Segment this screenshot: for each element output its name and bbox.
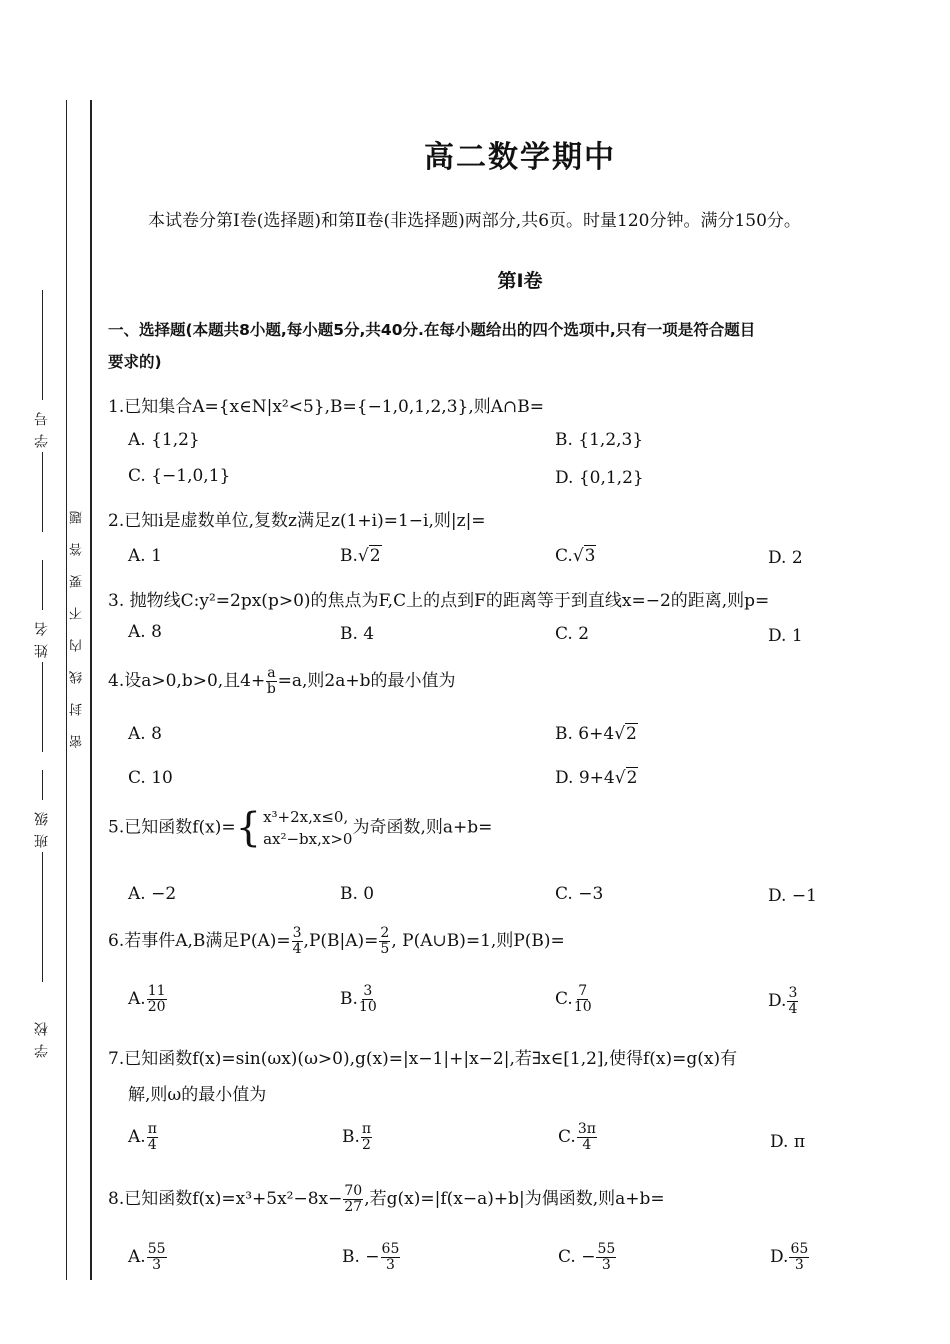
question-4-option-b (555, 724, 638, 744)
denominator: 5 (380, 941, 390, 957)
option-letter: B. (340, 546, 358, 566)
margin-line-outer (66, 100, 67, 1280)
question-6-option-a (128, 984, 168, 1015)
field-name (34, 560, 50, 752)
question-7-option-a (128, 1122, 159, 1153)
stem-text: ,若g(x)=|f(x−a)+b|为偶函数,则a+b= (364, 1189, 665, 1209)
piecewise (236, 806, 353, 850)
option-letter: C. (558, 1127, 576, 1147)
denominator: 4 (147, 1137, 157, 1153)
option-letter: C. − (558, 1247, 596, 1267)
seal-line-notice (70, 492, 86, 748)
denominator: 4 (582, 1137, 592, 1153)
question-7-stem-line2: 解,则ω的最小值为 (128, 1085, 267, 1105)
numerator: 70 (344, 1183, 363, 1199)
numerator: 3 (788, 985, 798, 1001)
fraction (789, 1242, 809, 1273)
sqrt-sign: √3 (572, 546, 596, 566)
fraction (292, 926, 303, 957)
question-1-stem: 1.已知集合A={x∈N|x²<5},B={−1,0,1,2,3},则A∩B= (108, 397, 544, 417)
fraction (574, 984, 592, 1015)
denominator: 3 (601, 1257, 611, 1273)
question-5-option-b: B. 0 (340, 884, 375, 904)
seal-char: 答 (70, 543, 85, 556)
field-student-number-label: 学号 (34, 404, 50, 448)
field-school-label: 学校 (34, 1014, 50, 1058)
seal-char: 要 (70, 575, 85, 588)
question-4-option-d (555, 768, 638, 788)
question-3-stem: 3. 抛物线C:y²=2px(p>0)的焦点为F,C上的点到F的距离等于到直线x=−2的距离,则p= (108, 591, 770, 611)
numerator: 65 (381, 1241, 400, 1257)
question-6-option-b (340, 984, 378, 1015)
question-7-stem-line1: 7.已知函数f(x)=sin(ωx)(ω>0),g(x)=|x−1|+|x−2|,若∃x∈[1,2],使得f(x)=g(x)有 (108, 1049, 738, 1069)
fraction (343, 1184, 363, 1215)
question-2-option-d: D. 2 (768, 548, 803, 568)
denominator: 2 (362, 1137, 371, 1153)
brace-symbol: { (235, 805, 262, 851)
stem-text: 4.设a>0,b>0,且4+ (108, 671, 266, 691)
denominator: 10 (358, 999, 377, 1015)
denominator: b (266, 681, 276, 697)
seal-char: 密 (70, 735, 85, 748)
stem-text: 6.若事件A,B满足P(A)= (108, 931, 291, 951)
field-name-label: 姓名 (34, 614, 50, 658)
option-letter: B. (340, 989, 358, 1009)
question-1-option-d: D. {0,1,2} (555, 468, 644, 488)
question-7-option-b (342, 1122, 373, 1153)
question-1-option-a: A. {1,2} (128, 430, 200, 450)
question-4-option-a: A. 8 (128, 724, 162, 744)
section-heading-line1: 一、选择题(本题共8小题,每小题5分,共40分.在每小题给出的四个选项中,只有一项是符合题目 (108, 321, 756, 339)
option-text: D. 9+4 (555, 768, 615, 788)
stem-text: =a,则2a+b的最小值为 (277, 671, 456, 691)
numerator: 3π (577, 1121, 596, 1137)
seal-char: 内 (70, 639, 85, 652)
question-5-option-a: A. −2 (128, 884, 177, 904)
numerator: 55 (147, 1241, 166, 1257)
seal-char: 封 (70, 703, 85, 716)
sqrt-sign: √2 (614, 724, 637, 744)
question-1-option-b: B. {1,2,3} (555, 430, 644, 450)
fraction (361, 1122, 372, 1153)
field-class (34, 770, 50, 982)
exam-intro: 本试卷分第Ⅰ卷(选择题)和第Ⅱ卷(非选择题)两部分,共6页。时量120分钟。满分150分。 (148, 211, 801, 231)
option-letter: A. (128, 1127, 146, 1147)
question-7-option-c (558, 1122, 598, 1153)
option-letter: B. (342, 1127, 360, 1147)
question-2-option-c (555, 546, 596, 566)
stem-text: , P(A∪B)=1,则P(B)= (391, 931, 565, 951)
question-6-option-c (555, 984, 593, 1015)
numerator: 11 (147, 983, 166, 999)
question-3-option-d: D. 1 (768, 626, 803, 646)
numerator: 3 (363, 983, 373, 999)
numerator: 2 (380, 925, 390, 941)
option-letter: C. (555, 546, 573, 566)
fraction (359, 984, 377, 1015)
question-8-option-d (770, 1242, 810, 1273)
question-1-option-c: C. {−1,0,1} (128, 466, 231, 486)
numerator: π (147, 1121, 157, 1137)
option-letter: A. (128, 989, 146, 1009)
numerator: a (267, 665, 276, 681)
denominator: 4 (292, 941, 302, 957)
question-8-option-a (128, 1242, 168, 1273)
fraction (787, 986, 798, 1017)
exam-title: 高二数学期中 (424, 140, 616, 175)
question-7-option-d: D. π (770, 1132, 806, 1152)
question-2-option-b (340, 546, 382, 566)
question-8-option-b (342, 1242, 401, 1273)
piece-row-1: x³+2x,x≤0, (263, 808, 349, 826)
denominator: 20 (147, 999, 166, 1015)
stem-text: ,P(B|A)= (303, 931, 379, 951)
section-heading-line2: 要求的) (108, 353, 162, 371)
piece-row-2: ax²−bx,x>0 (263, 830, 353, 848)
fraction (381, 1242, 401, 1273)
fraction (147, 984, 167, 1015)
question-4-stem (108, 666, 455, 697)
margin-line-inner (90, 100, 92, 1280)
question-3-option-b: B. 4 (340, 624, 375, 644)
stem-text: 8.已知函数f(x)=x³+5x²−8x− (108, 1189, 343, 1209)
question-3-option-a: A. 8 (128, 622, 162, 642)
question-8-option-c (558, 1242, 617, 1273)
question-3-option-c: C. 2 (555, 624, 590, 644)
question-6-option-d (768, 986, 799, 1017)
question-8-stem (108, 1184, 665, 1215)
numerator: 65 (790, 1241, 809, 1257)
radicand: 2 (626, 724, 637, 744)
question-5-option-d: D. −1 (768, 886, 817, 906)
stem-text: 为奇函数,则a+b= (352, 817, 493, 838)
numerator: 55 (597, 1241, 616, 1257)
option-letter: D. (770, 1247, 789, 1267)
stem-text: 5.已知函数f(x)= (108, 817, 236, 838)
radicand: 2 (369, 546, 381, 566)
seal-char: 题 (70, 511, 85, 524)
numerator: π (361, 1121, 372, 1137)
field-student-number (34, 290, 50, 532)
radicand: 3 (584, 546, 596, 566)
field-school (34, 1010, 50, 1062)
seal-char: 不 (70, 607, 85, 620)
question-5-option-c: C. −3 (555, 884, 604, 904)
question-5-stem (108, 806, 492, 850)
field-class-label: 班级 (34, 804, 50, 848)
numerator: 7 (578, 983, 588, 999)
denominator: 3 (152, 1257, 162, 1273)
sqrt-sign: √2 (357, 546, 381, 566)
volume-heading: 第Ⅰ卷 (497, 270, 543, 292)
option-letter: B. − (342, 1247, 380, 1267)
denominator: 4 (788, 1001, 798, 1017)
option-letter: C. (555, 989, 573, 1009)
fraction (577, 1122, 597, 1153)
question-4-option-c: C. 10 (128, 768, 173, 788)
option-text: B. 6+4 (555, 724, 615, 744)
question-2-option-a: A. 1 (128, 546, 162, 566)
sqrt-sign: √2 (614, 768, 638, 788)
denominator: 3 (794, 1257, 804, 1273)
fraction (147, 1122, 158, 1153)
fraction (379, 926, 390, 957)
fraction (147, 1242, 167, 1273)
numerator: 3 (292, 925, 302, 941)
seal-char: 线 (70, 671, 85, 684)
fraction (266, 666, 276, 697)
question-6-stem (108, 926, 565, 957)
question-2-stem: 2.已知i是虚数单位,复数z满足z(1+i)=1−i,则|z|= (108, 511, 486, 531)
denominator: 27 (344, 1199, 363, 1215)
radicand: 2 (626, 768, 638, 788)
fraction (596, 1242, 616, 1273)
denominator: 10 (573, 999, 592, 1015)
option-letter: A. (128, 1247, 146, 1267)
denominator: 3 (386, 1257, 395, 1273)
option-letter: D. (768, 991, 787, 1011)
